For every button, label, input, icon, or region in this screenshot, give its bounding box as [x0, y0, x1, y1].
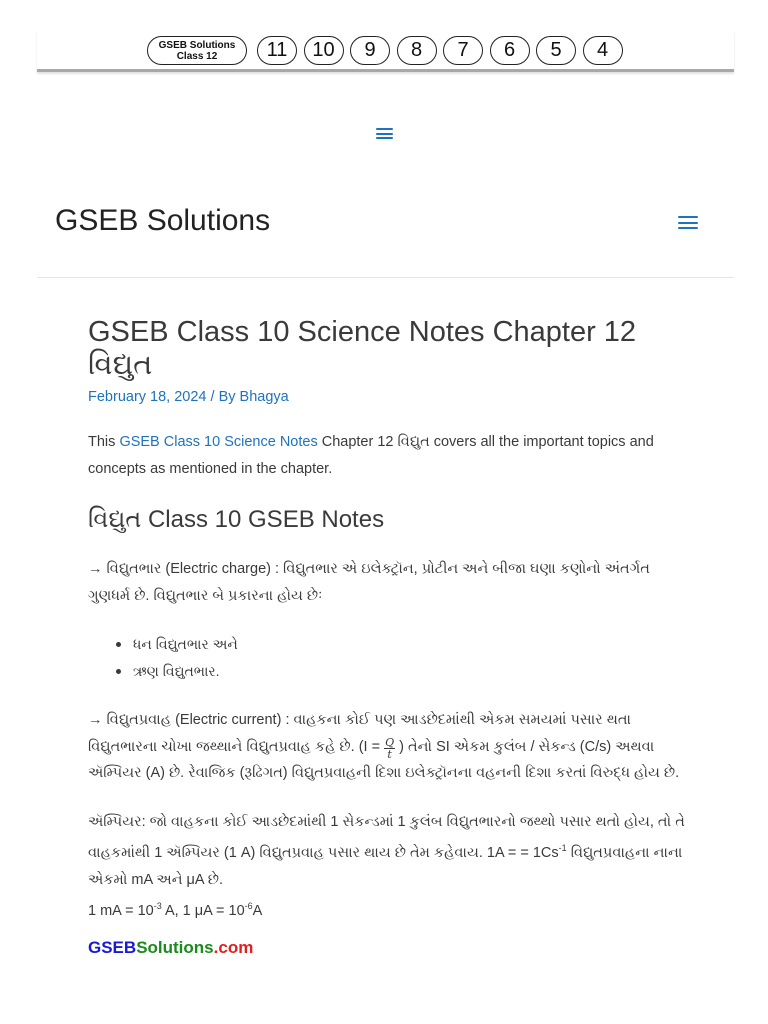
- charge-type-list: [114, 631, 688, 685]
- class-9-pill[interactable]: 9: [350, 36, 390, 65]
- site-title[interactable]: GSEB Solutions: [55, 204, 271, 237]
- ampere-exponent: -1: [558, 843, 567, 853]
- class-12-pill[interactable]: [147, 36, 247, 65]
- class-12-pill-line2: Class 12: [176, 50, 218, 62]
- current-text-a: → વિદ્યુતપ્રવાહ (Electric current) : વાહકના કોઈ પણ આડછેદમાંથી એકમ સમયમાં પસાર થતા વિદ્યુતભારના ચોખા જથ્થાને વિદ્યુતપ્રવાહ કહે છે. (I =: [88, 712, 631, 755]
- intro-post-text: Chapter 12 વિદ્યુત covers all the important topics and concepts as mentioned in the chapter.: [88, 434, 654, 477]
- intro-paragraph: [88, 429, 688, 482]
- post-meta: [88, 389, 688, 405]
- units-text-b: A, 1 μA = 10: [161, 903, 245, 919]
- electric-current-paragraph: [88, 707, 688, 787]
- post-title: GSEB Class 10 Science Notes Chapter 12 વિદ્યુત: [88, 316, 637, 381]
- hamburger-menu-icon[interactable]: [376, 128, 393, 139]
- intro-pre-text: This: [88, 434, 116, 450]
- electric-charge-paragraph: → વિદ્યુતભાર (Electric charge) : વિદ્યુતભાર એ ઇલેક્ટ્રૉન, પ્રોટીન અને બીજા ઘણા કણોનો અંતર્ગત ગુણધર્મ છે. વિદ્યુતભાર બે પ્રકારના હોય છેઃ: [88, 561, 650, 604]
- post-author-link[interactable]: Bhagya: [239, 389, 289, 405]
- current-text-b: ) તેનો SI એકમ કુલંબ / સેકન્ડ (C/s) અથવા ઍમ્પિયર (A) છે. રેવાજિક (રૂઢિગત) વિદ્યુતપ્રવાહની દિશા ઇલેક્ટ્રૉનના વહનની દિશા કરતાં વિરુદ્ધ હોય છે.: [88, 738, 680, 781]
- class-5-pill[interactable]: 5: [536, 36, 576, 65]
- units-text-a: 1 mA = 10: [88, 903, 154, 919]
- class-11-pill[interactable]: 11: [257, 36, 297, 65]
- ampere-text-a: ઍમ્પિયર: જો વાહકના કોઈ આડછેદમાંથી 1 સેકન્ડમાં 1 કુલંબ વિદ્યુતભારનો જથ્થો પસાર થતો હોય, તો તે વાહકમાંથી 1 ઍમ્પિયર (1 A) વિદ્યુતપ્રવાહ પસાર થાય છે તેમ કહેવાય. 1A = = 1Cs: [88, 813, 685, 861]
- logo-part-gseb: GSEB: [88, 938, 137, 957]
- class-4-pill[interactable]: 4: [583, 36, 623, 65]
- class-8-pill[interactable]: 8: [397, 36, 437, 65]
- class-7-pill[interactable]: 7: [443, 36, 483, 65]
- post-date-link[interactable]: February 18, 2024: [88, 389, 207, 405]
- logo-part-solutions: Solutions: [136, 938, 214, 957]
- ampere-text-b: વિદ્યુતપ્રવાહના નાના એકમો mA અને μA છે.: [88, 845, 683, 888]
- class-10-pill[interactable]: 10: [304, 36, 344, 65]
- main-menu-toggle-icon[interactable]: [678, 216, 698, 229]
- current-formula-fraction: [384, 737, 395, 760]
- fraction-numerator: Q: [385, 735, 395, 749]
- class-12-pill-line1: GSEB Solutions: [158, 39, 236, 51]
- units-exponent-2: -6: [244, 901, 253, 911]
- ampere-paragraph: [88, 809, 688, 925]
- top-class-nav: [37, 30, 734, 72]
- section-heading: વિદ્યુત Class 10 GSEB Notes: [88, 506, 385, 533]
- science-notes-link[interactable]: GSEB Class 10 Science Notes: [119, 434, 318, 450]
- fraction-denominator: t: [387, 747, 392, 761]
- units-exponent-1: -3: [153, 901, 162, 911]
- logo-part-com: .com: [213, 938, 254, 957]
- gsebsolutions-logo[interactable]: [88, 938, 253, 958]
- list-item: ધન વિદ્યુતભાર અને: [114, 631, 688, 658]
- list-item: ઋણ વિદ્યુતભાર.: [114, 658, 688, 685]
- post-by-label: / By: [210, 389, 236, 405]
- class-pill-group: [147, 36, 629, 65]
- post-content: [88, 316, 688, 925]
- class-6-pill[interactable]: 6: [490, 36, 530, 65]
- header-divider: [37, 277, 734, 278]
- units-text-c: A: [252, 903, 263, 919]
